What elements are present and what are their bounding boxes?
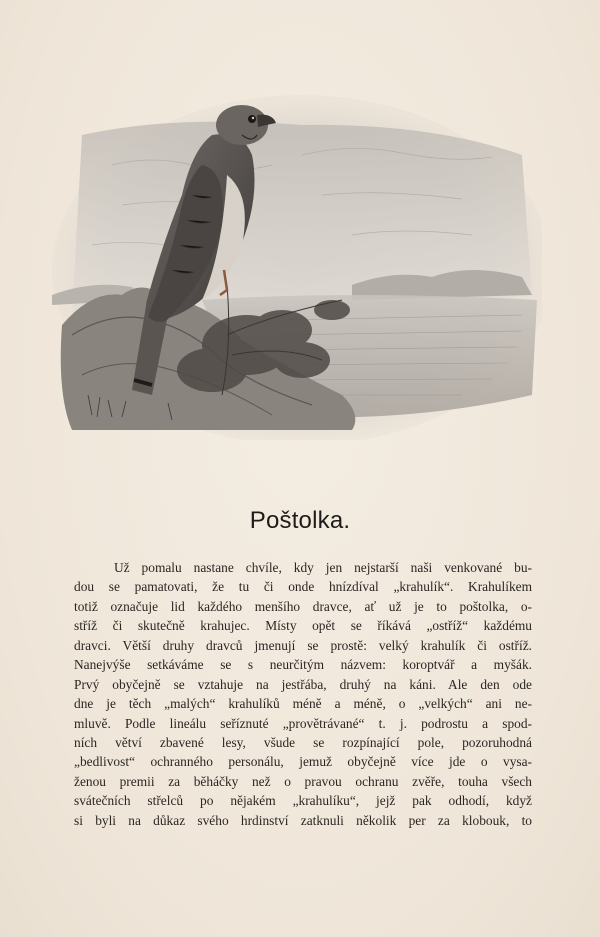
body-paragraph (74, 558, 532, 830)
text-line: mluvě. Podle lineálu seříznuté „provětrávané“ t. j. podrostu a spod- (74, 715, 532, 731)
text-line: Už pomalu nastane chvíle, kdy jen nejstarší naši venkované bu- (114, 560, 532, 575)
text-line: „bedlivost“ ochranného personálu, jemuž obyčejně více jde o vysa- (74, 754, 532, 770)
text-line: ženou premii za běháčky než o pravou ochranu zvěře, touha všech (74, 773, 532, 789)
text-line: svátečních střelců po nějakém „krahulíku“, jejž pak odhodí, když (74, 793, 532, 809)
text-line: Nanejvýše setkáváme se s neurčitým názvem: koroptvář a myšák. (74, 657, 532, 673)
text-line: dne je těch „malých“ krahulíků méně a méně, o „velkých“ ani ne- (74, 696, 532, 712)
text-line: totiž označuje lid každého menšího dravce, ať už je to poštolka, o- (74, 598, 532, 614)
kestrel-illustration (52, 95, 542, 440)
text-line: ních větví zbavené lesy, všude se rozpínající pole, pozoruhodná (74, 734, 532, 750)
text-line: dravci. Větší druhy dravců jmenují se prostě: velký krahulík či ostříž. (74, 637, 532, 653)
text-line: Prvý obyčejně se vztahuje na jestřába, druhý na káni. Ale den ode (74, 676, 532, 692)
text-line: stříž či skutečně krahujec. Místy opět se říkává „ostříž“ každému (74, 618, 532, 634)
text-line: dou se pamatovati, že tu či onde hnízdíval „krahulík“. Krahulíkem (74, 579, 532, 595)
kestrel-on-rock-icon (52, 95, 542, 440)
text-line: si byli na důkaz svého hrdinství zatknuli několik per za klobouk, to (74, 812, 532, 828)
page-title: Poštolka. (249, 507, 351, 534)
